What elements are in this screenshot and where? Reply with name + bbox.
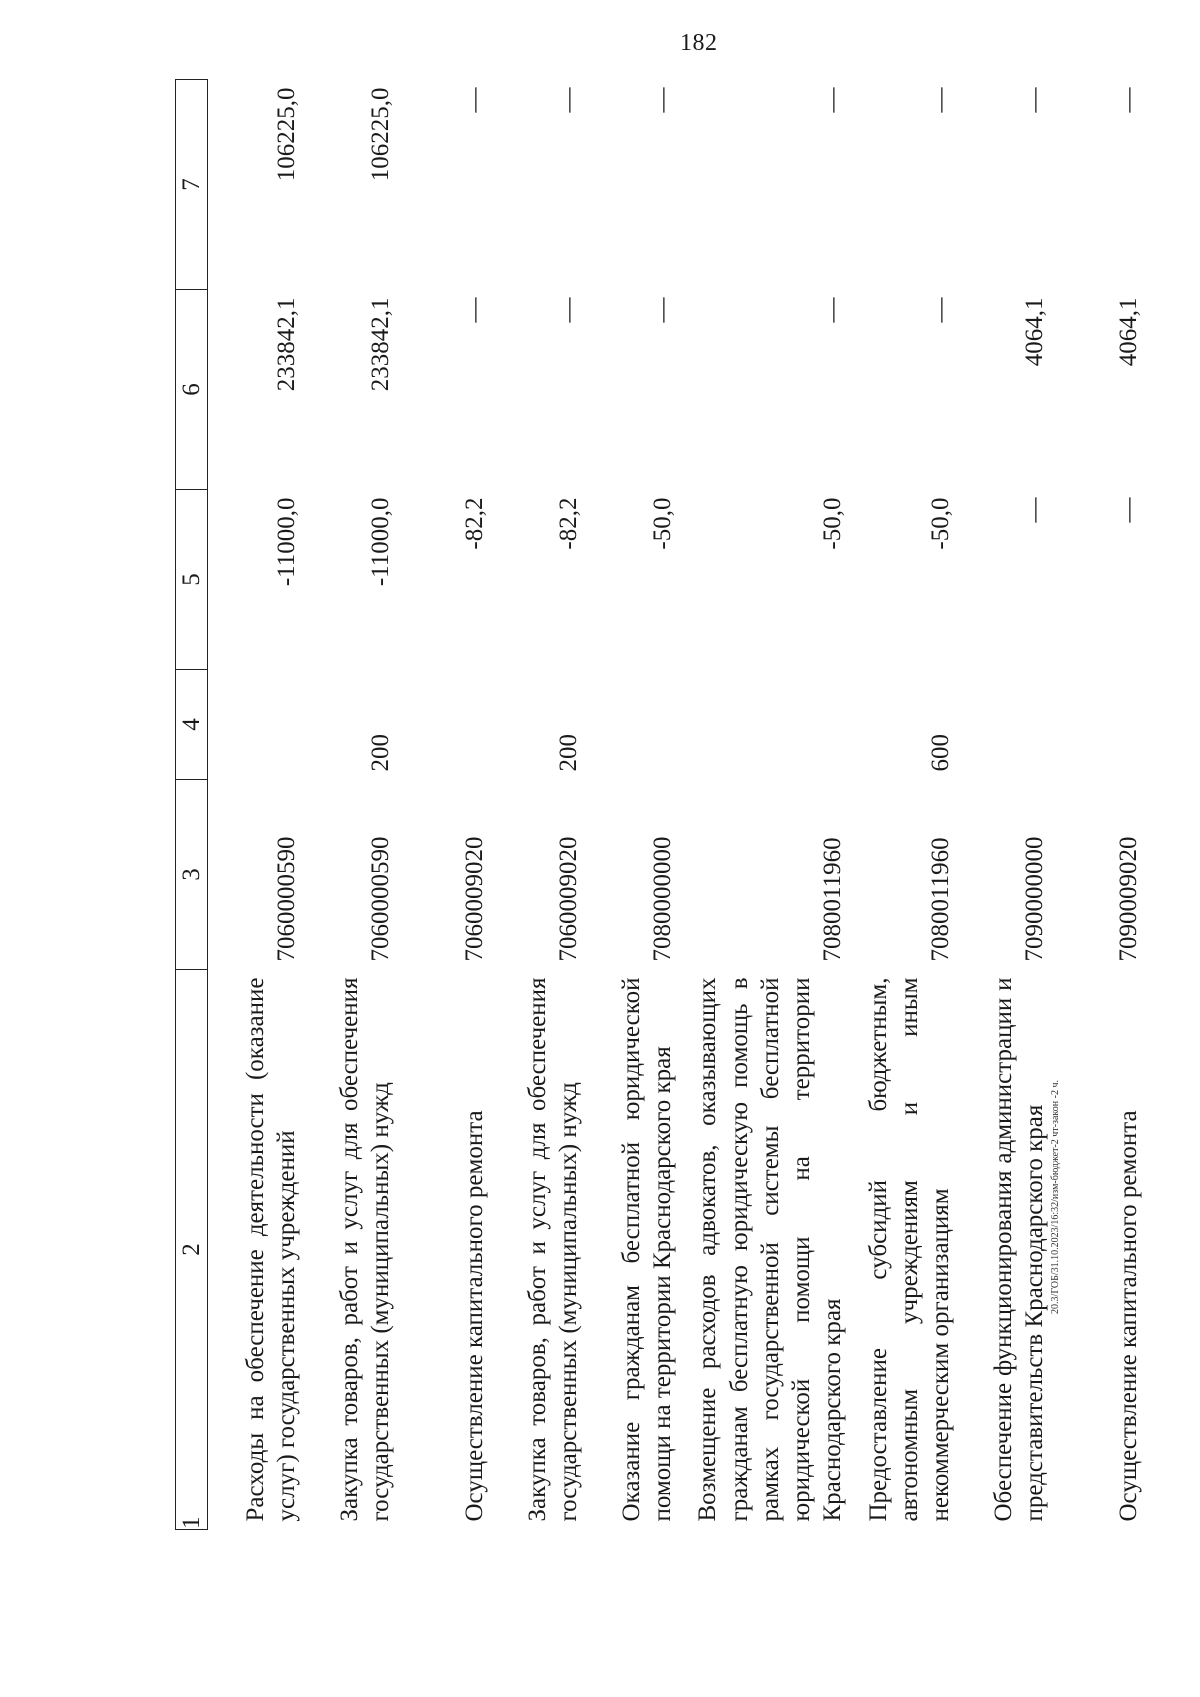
cell-name: Осуществление капитального ремонта [461, 1110, 488, 1522]
table-row [956, 80, 1050, 1530]
cell-c6: — [819, 297, 847, 323]
cell-c6: 4064,1 [1021, 297, 1048, 367]
cell-c5: -50,0 [649, 497, 676, 550]
cell-name: Предоставление субсидий бюджетным, автономным учреждениям и иным некоммерческим организациям [864, 977, 954, 1522]
cell-c5: -82,2 [555, 497, 582, 550]
cell-c6: 4064,1 [1115, 297, 1142, 367]
header-cell-4: 4 [176, 670, 208, 780]
cell-code: 7080000000 [649, 836, 676, 962]
table-row [678, 80, 848, 1530]
cell-c6: — [555, 297, 582, 323]
header-cell-2: 2 [176, 970, 208, 1530]
rotated-table-container [175, 80, 1142, 1530]
cell-vr [678, 670, 848, 780]
table-row [490, 80, 584, 1530]
cell-c5: — [1021, 497, 1048, 523]
cell-c7: — [1021, 87, 1048, 113]
cell-vr [1050, 670, 1144, 780]
table-header-row: 1 2 3 4 5 6 7 [176, 80, 208, 1530]
table-row [396, 80, 490, 1530]
cell-name: Оказание гражданам бесплатной юридической помощи на территории Краснодарского края [617, 977, 676, 1522]
footer-document-code: 20.3/ГОБ/31.10.2023/16:32/изм-бюджет-2 чт-закон -2 ч. [1050, 1080, 1061, 1314]
cell-c6: — [461, 297, 488, 323]
cell-code: 7090009020 [1115, 836, 1142, 962]
cell-name: Возмещение расходов адвокатов, оказывающих гражданам бесплатную юридическую помощь в рамках государственной системы бесплатной юридической помощи на территории Краснодарского края [694, 977, 847, 1522]
cell-c6: — [927, 297, 954, 323]
cell-c5: -82,2 [461, 497, 488, 550]
budget-table [175, 79, 1144, 1530]
cell-c7: — [1115, 87, 1142, 113]
cell-c6: 233842,1 [273, 297, 300, 392]
header-cell-3: 3 [176, 780, 208, 970]
cell-c7: — [555, 87, 582, 113]
cell-code: 7060000590 [367, 836, 394, 962]
cell-code: 7060000590 [273, 836, 300, 962]
cell-vr: 200 [555, 734, 582, 772]
table-row [302, 80, 396, 1530]
cell-code: 7060009020 [461, 836, 488, 962]
cell-c7: — [819, 87, 847, 113]
cell-c5: -11000,0 [273, 497, 300, 587]
cell-c7: — [927, 87, 954, 113]
header-cell-6: 6 [176, 290, 208, 490]
cell-c6: 233842,1 [367, 297, 394, 392]
cell-vr: 600 [927, 734, 954, 772]
cell-code: 7080011960 [927, 837, 954, 962]
cell-c5: -50,0 [819, 497, 847, 550]
cell-c7: — [649, 87, 676, 113]
table-row [584, 80, 678, 1530]
cell-code: 7090000000 [1021, 836, 1048, 962]
cell-name: Закупка товаров, работ и услуг для обеспечения государственных (муниципальных) нужд [523, 977, 582, 1522]
cell-code: 7080011960 [819, 837, 847, 962]
cell-name: Закупка товаров, работ и услуг для обеспечения государственных (муниципальных) нужд [335, 977, 394, 1522]
cell-c7: — [461, 87, 488, 113]
cell-vr [956, 670, 1050, 780]
cell-name: Осуществление капитального ремонта [1115, 1110, 1142, 1522]
page-number: 182 [680, 30, 718, 56]
cell-c5: — [1115, 497, 1142, 523]
cell-code: 7060009020 [555, 836, 582, 962]
header-cell-7: 7 [176, 80, 208, 290]
header-cell-5: 5 [176, 490, 208, 670]
cell-c6: — [649, 297, 676, 323]
cell-c5: -11000,0 [367, 497, 394, 587]
cell-vr [584, 670, 678, 780]
table-row [1050, 80, 1144, 1530]
cell-vr [208, 670, 303, 780]
cell-c7: 106225,0 [273, 87, 300, 182]
cell-name: Расходы на обеспечение деятельности (оказание услуг) государственных учреждений [241, 977, 300, 1522]
cell-c7: 106225,0 [367, 87, 394, 182]
cell-vr [396, 670, 490, 780]
table-row [208, 80, 303, 1530]
cell-name: Обеспечение функционирования администрации и представительств Краснодарского края [989, 977, 1048, 1522]
cell-c5: -50,0 [927, 497, 954, 550]
table-row [849, 80, 957, 1530]
cell-vr: 200 [367, 734, 394, 772]
